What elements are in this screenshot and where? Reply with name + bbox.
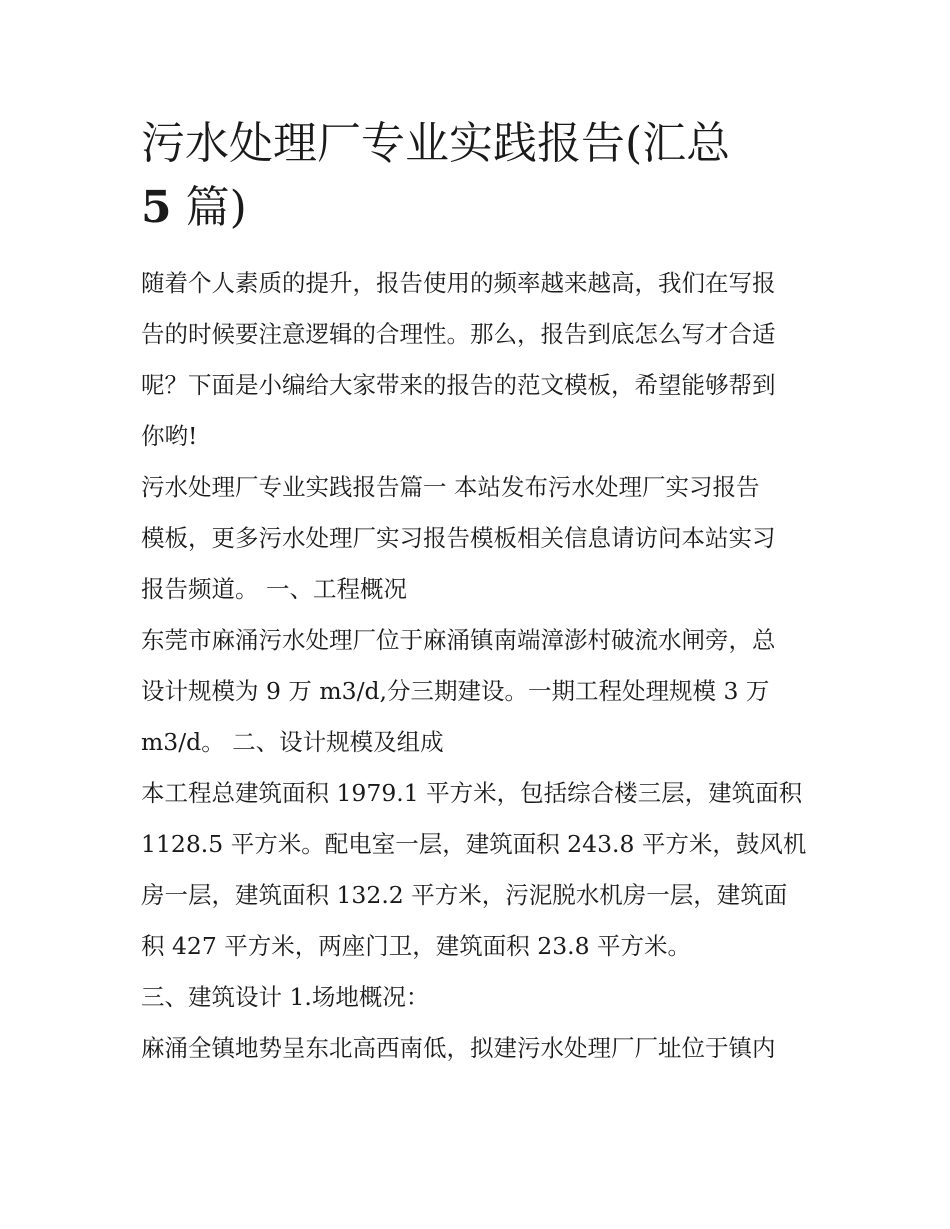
paragraph-line: 污水处理厂专业实践报告篇一 本站发布污水处理厂实习报告: [141, 473, 760, 501]
document-body: [141, 112, 813, 1074]
paragraph-site-terrain: [141, 1023, 813, 1074]
paragraph-line: 报告频道。 一、工程概况: [141, 575, 407, 603]
paragraph-line: 房一层，建筑面积 132.2 平方米，污泥脱水机房一层，建筑面: [141, 881, 788, 909]
paragraph-line: 东莞市麻涌污水处理厂位于麻涌镇南端漳澎村破流水闸旁，总: [141, 626, 776, 654]
paragraph-building-area: [141, 768, 813, 972]
paragraph-line: m3/d。 二、设计规模及组成: [141, 728, 444, 756]
paragraph-line: 麻涌全镇地势呈东北高西南低，拟建污水处理厂厂址位于镇内: [141, 1034, 776, 1062]
paragraph-section-one: [141, 462, 813, 615]
paragraph-line: 模板，更多污水处理厂实习报告模板相关信息请访问本站实习: [141, 524, 776, 552]
paragraph-line: 随着个人素质的提升，报告使用的频率越来越高，我们在写报: [141, 269, 776, 297]
paragraph-line: 积 427 平方米，两座门卫，建筑面积 23.8 平方米。: [141, 932, 692, 960]
paragraph-line: 你哟!: [141, 422, 198, 450]
document-title: [141, 112, 813, 240]
paragraph-architecture-design: [141, 972, 813, 1023]
paragraph-line: 告的时候要注意逻辑的合理性。那么，报告到底怎么写才合适: [141, 320, 776, 348]
title-line-2: [141, 176, 813, 240]
paragraph-line: 1128.5 平方米。配电室一层，建筑面积 243.8 平方米，鼓风机: [141, 830, 807, 858]
paragraph-intro: [141, 258, 813, 462]
paragraph-line: 本工程总建筑面积 1979.1 平方米，包括综合楼三层，建筑面积: [141, 779, 803, 807]
paragraph-project-overview: [141, 615, 813, 768]
paragraph-line: 三、建筑设计 1.场地概况：: [141, 983, 430, 1011]
title-line-1: 污水处理厂专业实践报告(汇总: [141, 118, 731, 169]
title-suffix: 篇): [171, 182, 247, 233]
paragraph-line: 呢？下面是小编给大家带来的报告的范文模板，希望能够帮到: [141, 371, 776, 399]
paragraph-line: 设计规模为 9 万 m3/d,分三期建设。一期工程处理规模 3 万: [141, 677, 770, 705]
title-number: 5: [141, 182, 172, 233]
